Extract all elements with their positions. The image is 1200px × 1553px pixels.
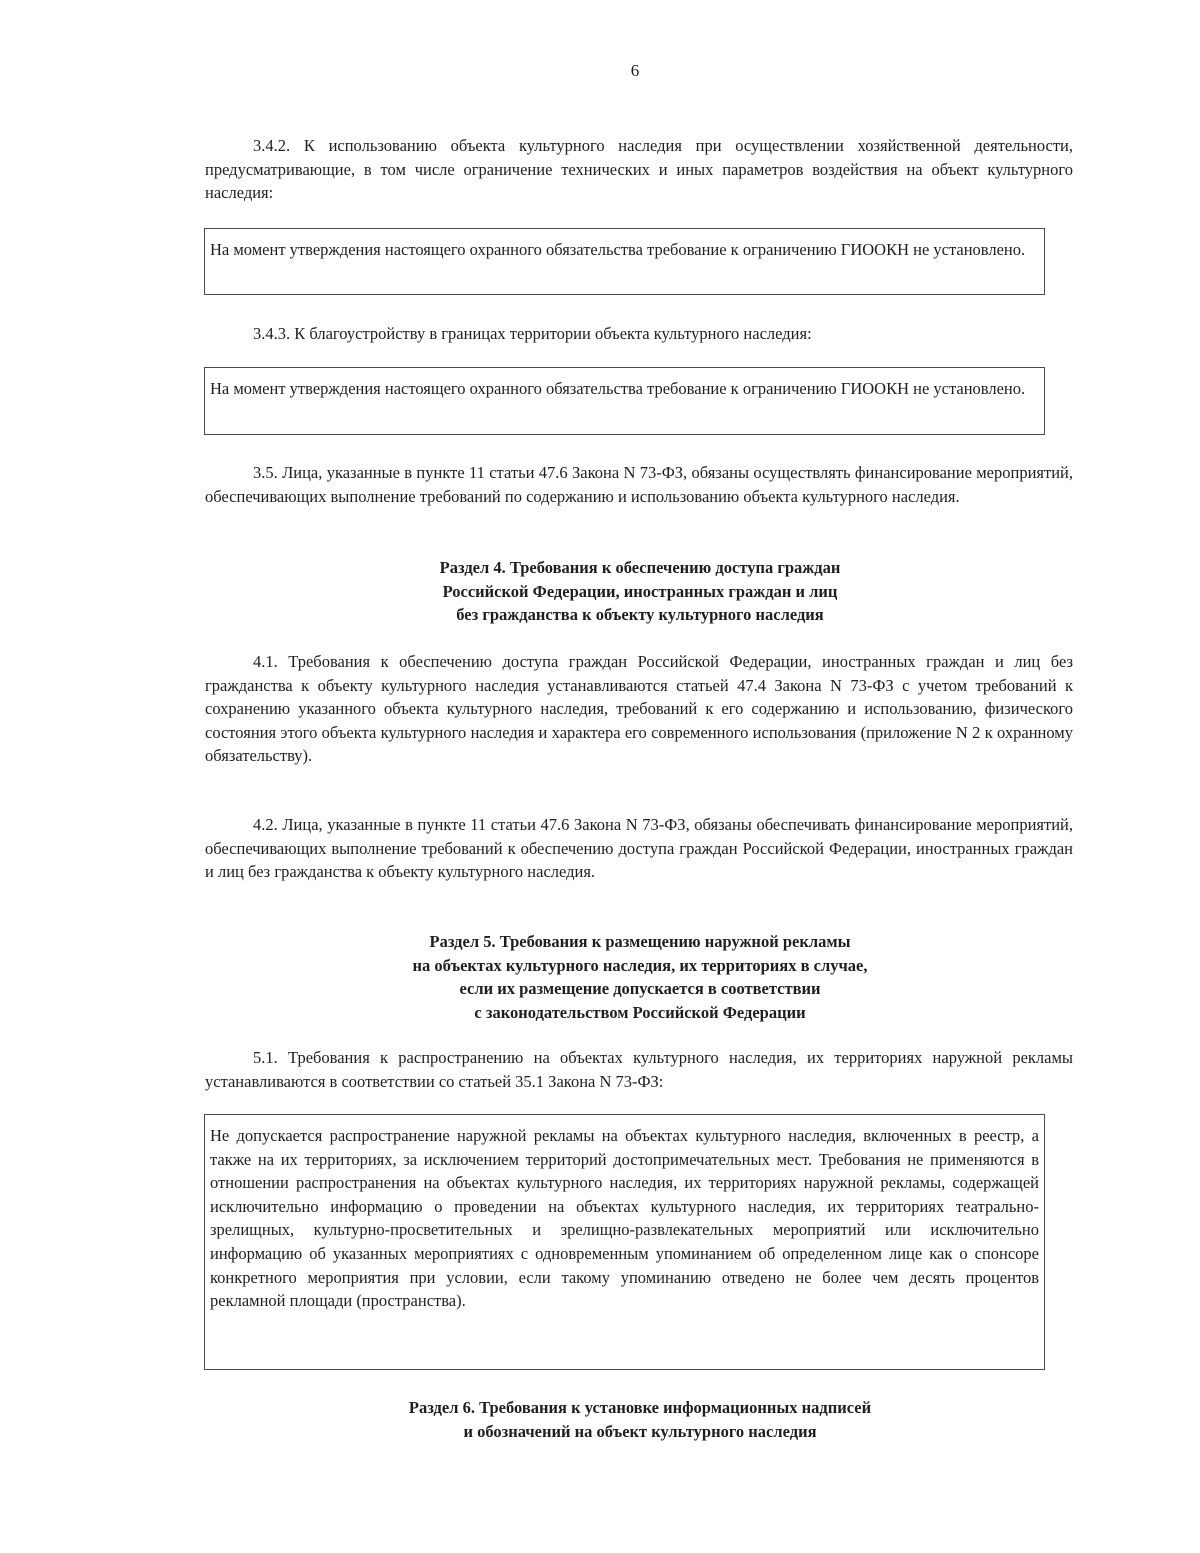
requirement-box-5-1 (204, 1114, 1045, 1370)
heading-line: без гражданства к объекту культурного наследия (456, 605, 824, 624)
heading-line: с законодательством Российской Федерации (474, 1002, 806, 1022)
section-5-heading (260, 930, 1020, 1024)
page-number: 6 (630, 61, 640, 80)
heading-line: если их размещение допускается в соответствии (459, 979, 821, 998)
heading-line: Российской Федерации, иностранных граждан и лиц (442, 581, 838, 601)
requirement-box-3-4-2 (204, 228, 1045, 295)
section-4-heading (260, 556, 1020, 627)
heading-line: Раздел 6. Требования к установке информационных надписей (408, 1398, 872, 1417)
paragraph-4-2: 4.2. Лица, указанные в пункте 11 статьи 47.6 Закона N 73-ФЗ, обязаны обеспечивать финансирование мероприятий, обеспечивающих выполнение требований к обеспечению доступа граждан Российской Федерации, иностранных граждан и лиц без гражданства к объекту культурного наследия. (205, 815, 1073, 882)
heading-line: Раздел 4. Требования к обеспечению доступа граждан (439, 558, 841, 577)
paragraph-3-5: 3.5. Лица, указанные в пункте 11 статьи 47.6 Закона N 73-ФЗ, обязаны осуществлять финансирование мероприятий, обеспечивающих выполнение требований по содержанию и использованию объекта культурного наследия. (205, 463, 1073, 506)
requirement-box-text: На момент утверждения настоящего охранного обязательства требование к ограничению ГИООКН не установлено. (210, 379, 1026, 398)
paragraph-3-4-3: 3.4.3. К благоустройству в границах территории объекта культурного наследия: (253, 324, 812, 343)
requirement-box-text: На момент утверждения настоящего охранного обязательства требование к ограничению ГИООКН не установлено. (210, 240, 1026, 259)
heading-line: на объектах культурного наследия, их территориях в случае, (412, 955, 868, 975)
paragraph-3-4-2: 3.4.2. К использованию объекта культурного наследия при осуществлении хозяйственной деятельности, предусматривающие, в том числе ограничение технических и иных параметров воздействия на объект культурного наследия: (205, 136, 1073, 203)
heading-line: Раздел 5. Требования к размещению наружной рекламы (429, 932, 851, 951)
paragraph-4-1: 4.1. Требования к обеспечению доступа граждан Российской Федерации, иностранных граждан и лиц без гражданства к объекту культурного наследия устанавливаются статьей 47.4 Закона N 73-ФЗ с учетом требований к сохранению указанного объекта культурного наследия, требований к его содержанию и использованию, физического состояния этого объекта культурного наследия и характера его современного использования (приложение N 2 к охранному обязательству). (205, 652, 1073, 766)
requirement-box-text: Не допускается распространение наружной рекламы на объектах культурного наследия, включенных в реестр, а также на их территориях, за исключением территорий достопримечательных мест. Требования не применяются в отношении распространения на объектах культурного наследия, их территориях наружной рекламы, содержащей исключительно информацию о проведении на объектах культурного наследия, их территориях театрально-зрелищных, культурно-просветительных и зрелищно-развлекательных мероприятий или исключительно информацию об указанных мероприятиях с одновременным упоминанием об определенном лице как о спонсоре конкретного мероприятия при условии, если такому упоминанию отведено не более чем десять процентов рекламной площади (пространства). (210, 1126, 1039, 1311)
requirement-box-3-4-3 (204, 367, 1045, 435)
paragraph-5-1: 5.1. Требования к распространению на объектах культурного наследия, их территориях наружной рекламы устанавливаются в соответствии со статьей 35.1 Закона N 73-ФЗ: (205, 1048, 1073, 1091)
section-6-heading (260, 1396, 1020, 1443)
heading-line: и обозначений на объект культурного наследия (463, 1421, 817, 1441)
